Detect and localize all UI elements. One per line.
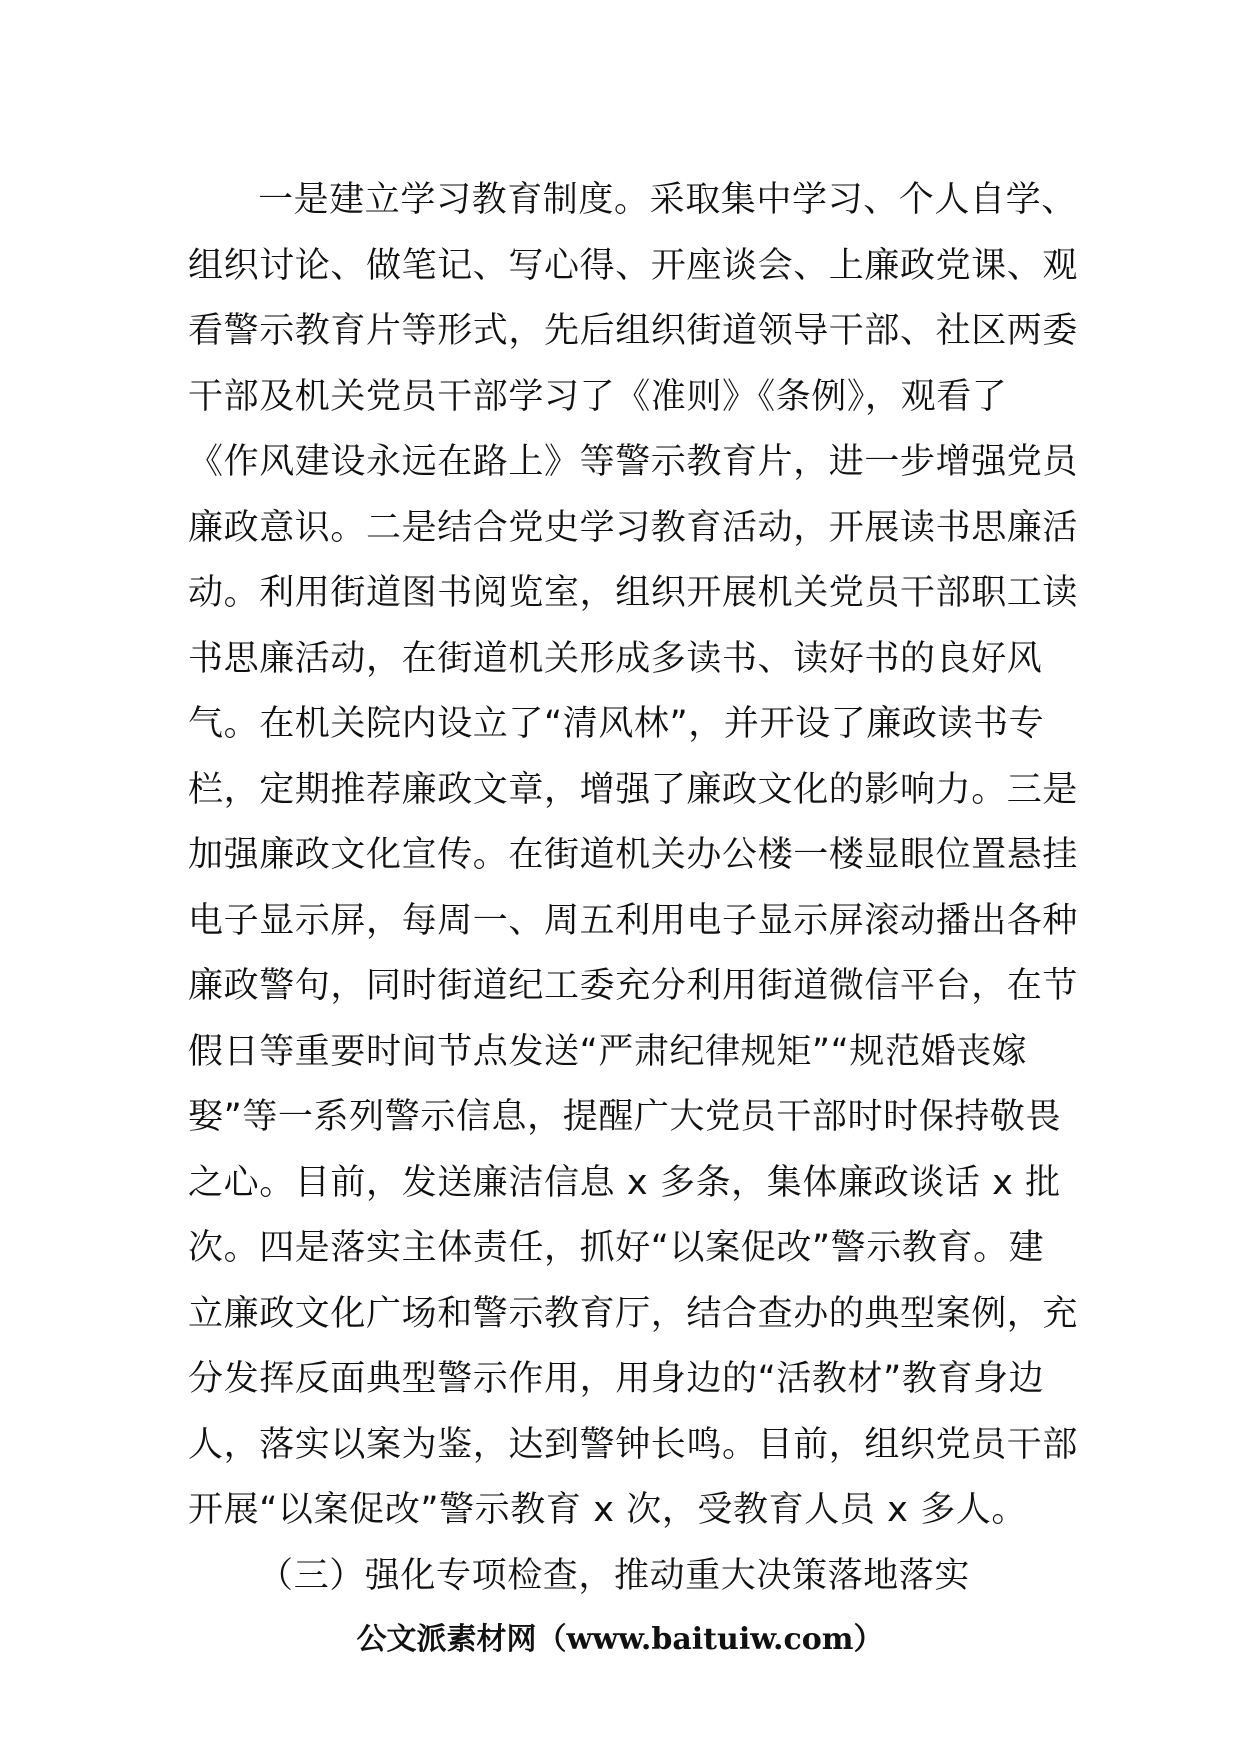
paragraph-line: 动。利用街道图书阅览室，组织开展机关党员干部职工读 [188,573,1079,613]
paragraph-line: 开展“以案促改”警示教育 x 次，受教育人员 x 多人。 [188,1490,1027,1530]
paragraph-line: 干部及机关党员干部学习了《准则》《条例》，观看了 [188,376,1008,417]
section-heading: （三）强化专项检查，推动重大决策落地落实 [258,1555,971,1596]
paragraph-line: 一是建立学习教育制度。采取集中学习、个人自学、 [258,180,1077,220]
paragraph-line: 栏，定期推荐廉政文章，增强了廉政文化的影响力。三是 [188,769,1079,810]
paragraph-line: 气。在机关院内设立了“清风林”，并开设了廉政读书专 [188,704,1045,744]
paragraph-line: 假日等重要时间节点发送“严肃纪律规矩”“规范婚丧嫁 [188,1031,1028,1072]
paragraph-line: 组织讨论、做笔记、写心得、开座谈会、上廉政党课、观 [188,245,1079,286]
paragraph-line: 《作风建设永远在路上》等警示教育片，进一步增强党员 [188,442,1079,482]
paragraph-line: 廉政意识。二是结合党史学习教育活动，开展读书思廉活 [188,507,1079,548]
body-text [188,168,1079,1609]
paragraph-line: 加强廉政文化宣传。在街道机关办公楼一楼显眼位置悬挂 [188,835,1079,875]
paragraph-line: 之心。目前，发送廉洁信息 x 多条，集体廉政谈话 x 批 [188,1162,1061,1203]
paragraph-line: 书思廉活动，在街道机关形成多读书、读好书的良好风 [188,638,1043,679]
paragraph-line: 分发挥反面典型警示作用，用身边的“活教材”教育身边 [188,1359,1045,1399]
paragraph-line: 人，落实以案为鉴，达到警钟长鸣。目前，组织党员干部 [188,1424,1079,1465]
paragraph-line: 立廉政文化广场和警示教育厅，结合查办的典型案例，充 [188,1293,1079,1334]
footer-watermark: 公文派素材网（www.baituiw.com） [356,1622,884,1657]
paragraph-line: 娶”等一系列警示信息，提醒广大党员干部时时保持敬畏 [188,1097,1062,1137]
paragraph-line: 次。四是落实主体责任，抓好“以案促改”警示教育。建 [188,1228,1045,1268]
paragraph-line: 看警示教育片等形式，先后组织街道领导干部、社区两委 [188,311,1079,351]
paragraph-line: 电子显示屏，每周一、周五利用电子显示屏滚动播出各种 [188,900,1079,941]
paragraph-line: 廉政警句，同时街道纪工委充分利用街道微信平台，在节 [188,966,1079,1006]
